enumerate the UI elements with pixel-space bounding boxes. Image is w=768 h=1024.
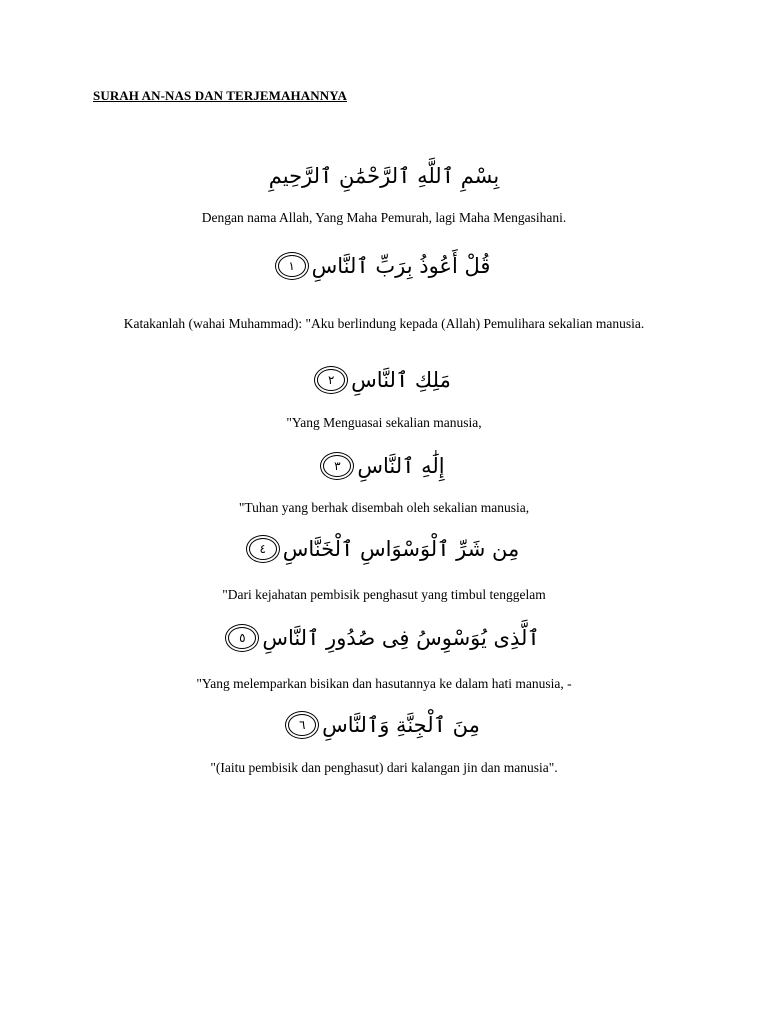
verse-2-translation: "Yang Menguasai sekalian manusia, bbox=[286, 415, 482, 430]
verse-1-text: قُلْ أَعُوذُ بِرَبِّ ٱلنَّاسِ bbox=[311, 253, 491, 278]
ayah-marker-5-icon: ٥ bbox=[228, 627, 256, 649]
verse-4-arabic bbox=[0, 538, 768, 560]
verse-1-translation: Katakanlah (wahai Muhammad): "Aku berlindung kepada (Allah) Pemulihara sekalian manusia. bbox=[123, 316, 645, 331]
verse-4-text: مِن شَرِّ ٱلْوَسْوَاسِ ٱلْخَنَّاسِ bbox=[282, 536, 520, 561]
page-title: SURAH AN-NAS DAN TERJEMAHANNYA bbox=[93, 88, 347, 103]
verse-6-translation: "(Iaitu pembisik dan penghasut) dari kalangan jin dan manusia". bbox=[210, 760, 558, 775]
verse-3-text: إِلَٰهِ ٱلنَّاسِ bbox=[357, 453, 445, 478]
basmala-translation: Dengan nama Allah, Yang Maha Pemurah, lagi Maha Mengasihani. bbox=[201, 210, 567, 225]
verse-2-arabic bbox=[0, 369, 768, 391]
ayah-marker-2-icon: ٢ bbox=[317, 369, 345, 391]
verse-2-text: مَلِكِ ٱلنَّاسِ bbox=[351, 367, 451, 392]
verse-6-arabic bbox=[0, 714, 768, 736]
verse-5-arabic bbox=[0, 627, 768, 649]
verse-3-translation: "Tuhan yang berhak disembah oleh sekalian manusia, bbox=[238, 500, 530, 515]
verse-1-arabic bbox=[0, 255, 768, 277]
verse-3-arabic bbox=[0, 455, 768, 477]
ayah-marker-4-icon: ٤ bbox=[249, 538, 277, 560]
ayah-marker-3-icon: ٣ bbox=[323, 455, 351, 477]
ayah-marker-1-icon: ١ bbox=[278, 255, 306, 277]
basmala-arabic: بِسْمِ ٱللَّهِ ٱلرَّحْمَٰنِ ٱلرَّحِيمِ bbox=[268, 164, 500, 188]
ayah-marker-6-icon: ٦ bbox=[288, 714, 316, 736]
verse-6-text: مِنَ ٱلْجِنَّةِ وَٱلنَّاسِ bbox=[322, 712, 480, 737]
verse-4-translation: "Dari kejahatan pembisik penghasut yang timbul tenggelam bbox=[222, 587, 546, 602]
verse-5-text: ٱلَّذِى يُوَسْوِسُ فِى صُدُورِ ٱلنَّاسِ bbox=[262, 625, 540, 650]
verse-5-translation: "Yang melemparkan bisikan dan hasutannya ke dalam hati manusia, - bbox=[196, 676, 572, 691]
